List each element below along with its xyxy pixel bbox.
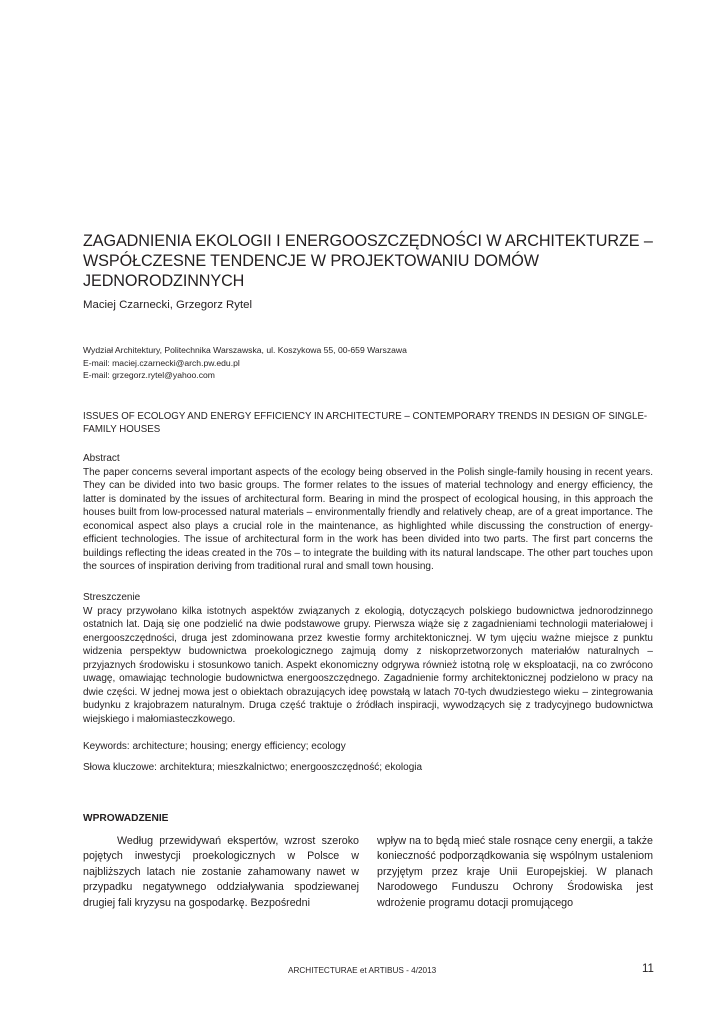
- streszczenie-text: W pracy przywołano kilka istotnych aspektów związanych z ekologią, dotyczących polskiego budownictwa jednorodzinnego ostatnich lat. Dają się one podzielić na dwie podstawowe grupy. Pierwsza wiąże się z zagadnieniami technologii materiałowej i energooszczędności, druga jest zdominowana przez kwestie formy architektonicznej. W tym ujęciu ważne miejsce z punktu widzenia perspektyw budownictwa proekologicznego zajmują domy z niskoprzetworzonych materiałów naturalnych – przyjaznych środowisku i stosunkowo tanich. Aspekt ekonomiczny odgrywa również istotną rolę w eksploatacji, na co zwrócono uwagę, omawiając technologie budownictwa energooszczędnego. Zagadnienie formy architektonicznej podzielono w pracy na dwie części. W jednej mowa jest o obiektach obrazujących ideę powstałą w latach 70-tych dwudziestego wieku – zintegrowania budynku z krajobrazem naturalnym. Druga część traktuje o źródłach inspiracji, wywodzących się z tradycyjnego budownictwa wiejskiego i małomiasteczkowego.: [83, 605, 653, 725]
- authors: Maciej Czarnecki, Grzegorz Rytel: [83, 299, 253, 311]
- english-title: ISSUES OF ECOLOGY AND ENERGY EFFICIENCY IN ARCHITECTURE – CONTEMPORARY TRENDS IN DESIGN OF SINGLE-FAMILY HOUSES: [83, 411, 648, 435]
- footer-journal-name: ARCHITECTURAE et ARTIBUS - 4/2013: [288, 966, 437, 975]
- footer-page-number: 11: [642, 963, 654, 975]
- author-email-1: E-mail: maciej.czarnecki@arch.pw.edu.pl: [83, 357, 240, 368]
- abstract-section: [83, 452, 653, 574]
- slowa-kluczowe-line: Słowa kluczowe: architektura; mieszkalnictwo; energooszczędność; ekologia: [83, 762, 423, 773]
- streszczenie-heading: Streszczenie: [83, 592, 141, 603]
- introduction-left-text: Według przewidywań ekspertów, wzrost szeroko pojętych inwestycji proekologicznych w Polsce w najbliższych latach nie zostanie zahamowany nawet w przypadku negatywnego oddziaływania spodziewanej drugiej fali kryzysu na gospodarkę. Bezpośredni: [83, 835, 359, 909]
- introduction-right-column: [377, 834, 653, 911]
- introduction-left-column: [83, 834, 359, 911]
- introduction-right-text: wpływ na to będą mieć stale rosnące ceny energii, a także konieczność podporządkowania się wspólnym ustaleniom przyjętym przez kraje Unii Europejskiej. W planach Narodowego Funduszu Ochrony Środowiska jest wdrożenie programu dotacji promującego: [377, 835, 653, 909]
- abstract-text: The paper concerns several important aspects of the ecology being observed in the Polish single-family housing in recent years. They can be divided into two basic groups. The former relates to the issues of material technology and energy efficiency, the latter is dominated by the issues of architectural form. Bearing in mind the prospect of ecological housing, in this approach the houses built from low-processed natural materials – environmentally friendly and relatively cheap, are of a great importance. The economical aspect also plays a crucial role in the maintenance, as highlighted while discussing the construction of energy-efficient technologies. The issue of architectural form in the work has been divided into two parts. The first part concerns the buildings reflecting the ideas created in the 70s – to integrate the building with its natural landscape. The other part touches upon the sources of inspiration deriving from traditional rural and small town housing.: [83, 466, 653, 572]
- author-email-2: E-mail: grzegorz.rytel@yahoo.com: [83, 370, 215, 380]
- introduction-heading: WPROWADZENIE: [83, 813, 169, 824]
- affiliation-institution: Wydział Architektury, Politechnika Warszawska, ul. Koszykowa 55, 00-659 Warszawa: [83, 345, 407, 355]
- keywords-line: Keywords: architecture; housing; energy efficiency; ecology: [83, 741, 346, 752]
- streszczenie-section: [83, 591, 653, 726]
- article-title: ZAGADNIENIA EKOLOGII I ENERGOOSZCZĘDNOŚCI W ARCHITEKTURZE – WSPÓŁCZESNE TENDENCJE W PROJEKTOWANIU DOMÓW JEDNORODZINNYCH: [83, 232, 653, 290]
- affiliation-block: [83, 344, 407, 382]
- abstract-heading: Abstract: [83, 453, 120, 464]
